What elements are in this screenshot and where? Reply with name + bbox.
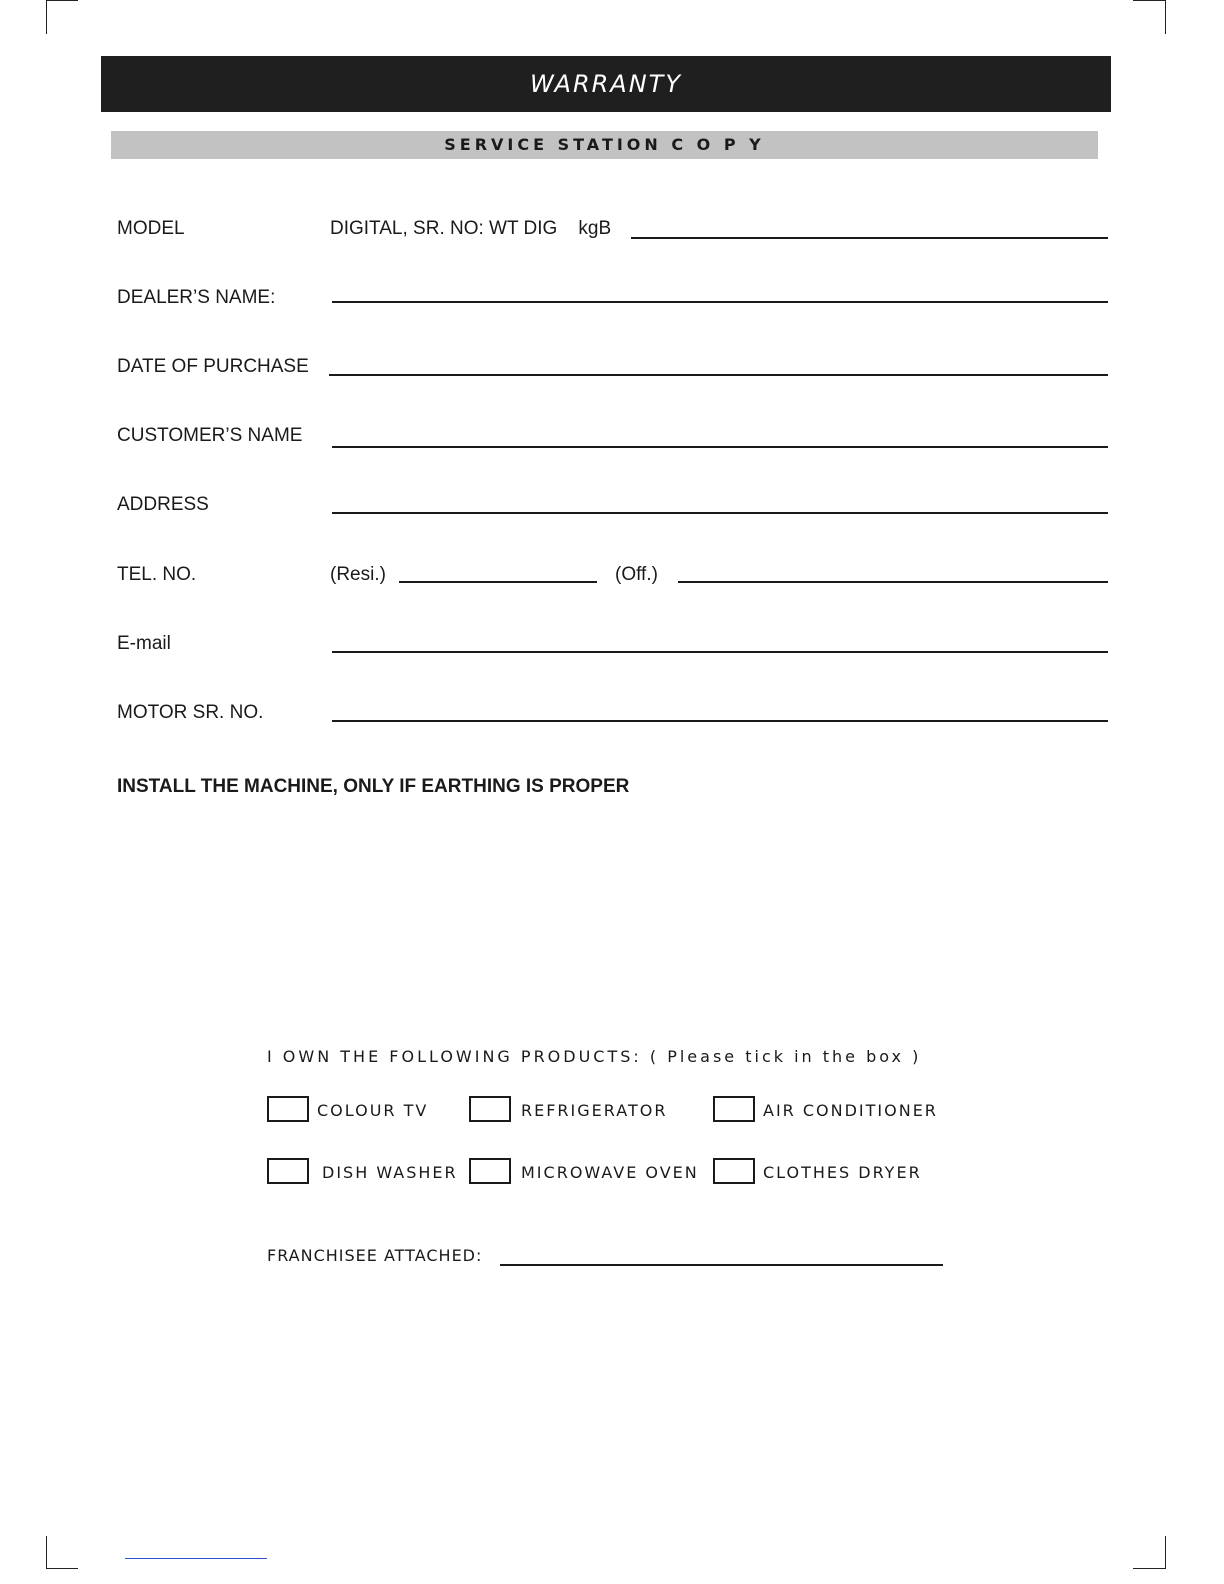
- crop-mark-bottom-right-h: [1133, 1568, 1165, 1569]
- clothes-dryer-checkbox[interactable]: [713, 1158, 755, 1184]
- crop-mark-top-right-h: [1133, 0, 1165, 1]
- colour-tv-label: COLOUR TV: [317, 1101, 429, 1120]
- tel-off-label: (Off.): [615, 564, 658, 585]
- crop-mark-top-right-v: [1165, 0, 1166, 34]
- warranty-title: WARRANTY: [101, 56, 1111, 112]
- customer-name-field[interactable]: [332, 446, 1108, 448]
- crop-mark-bottom-left-h: [46, 1568, 78, 1569]
- franchisee-attached-label: FRANCHISEE ATTACHED:: [267, 1246, 483, 1265]
- dish-washer-checkbox[interactable]: [267, 1158, 309, 1184]
- air-conditioner-label: AIR CONDITIONER: [763, 1101, 938, 1120]
- date-of-purchase-label: DATE OF PURCHASE: [117, 356, 309, 377]
- refrigerator-checkbox[interactable]: [469, 1096, 511, 1122]
- service-station-copy-banner: SERVICE STATION C O P Y: [111, 131, 1098, 159]
- model-label: MODEL: [117, 218, 185, 239]
- address-field[interactable]: [332, 512, 1108, 514]
- customer-name-label: CUSTOMER’S NAME: [117, 425, 303, 446]
- tel-off-field[interactable]: [678, 581, 1108, 583]
- email-field[interactable]: [332, 651, 1108, 653]
- colour-tv-checkbox[interactable]: [267, 1096, 309, 1122]
- tel-resi-field[interactable]: [399, 581, 597, 583]
- date-of-purchase-field[interactable]: [329, 374, 1108, 376]
- products-heading: I OWN THE FOLLOWING PRODUCTS: ( Please tick in the box ): [267, 1047, 922, 1066]
- crop-mark-bottom-left-v: [46, 1536, 47, 1569]
- tel-resi-label: (Resi.): [330, 564, 386, 585]
- address-label: ADDRESS: [117, 494, 209, 515]
- refrigerator-label: REFRIGERATOR: [521, 1101, 668, 1120]
- microwave-oven-label: MICROWAVE OVEN: [521, 1163, 699, 1182]
- dealer-name-field[interactable]: [332, 301, 1108, 303]
- dish-washer-label: DISH WASHER: [322, 1163, 458, 1182]
- earthing-warning: INSTALL THE MACHINE, ONLY IF EARTHING IS PROPER: [117, 776, 630, 797]
- crop-mark-bottom-right-v: [1165, 1536, 1166, 1569]
- microwave-oven-checkbox[interactable]: [469, 1158, 511, 1184]
- motor-sr-no-label: MOTOR SR. NO.: [117, 702, 264, 723]
- model-value: DIGITAL, SR. NO: WT DIG kgB: [330, 218, 612, 239]
- email-label: E-mail: [117, 633, 171, 654]
- crop-mark-top-left-v: [46, 0, 47, 34]
- crop-mark-top-left-h: [46, 0, 78, 1]
- tel-no-label: TEL. NO.: [117, 564, 197, 585]
- model-serial-field[interactable]: [631, 237, 1108, 239]
- footer-link-underline: [125, 1558, 267, 1559]
- dealer-name-label: DEALER’S NAME:: [117, 287, 276, 308]
- motor-sr-no-field[interactable]: [332, 720, 1108, 722]
- air-conditioner-checkbox[interactable]: [713, 1096, 755, 1122]
- franchisee-attached-field[interactable]: [500, 1264, 943, 1266]
- clothes-dryer-label: CLOTHES DRYER: [763, 1163, 922, 1182]
